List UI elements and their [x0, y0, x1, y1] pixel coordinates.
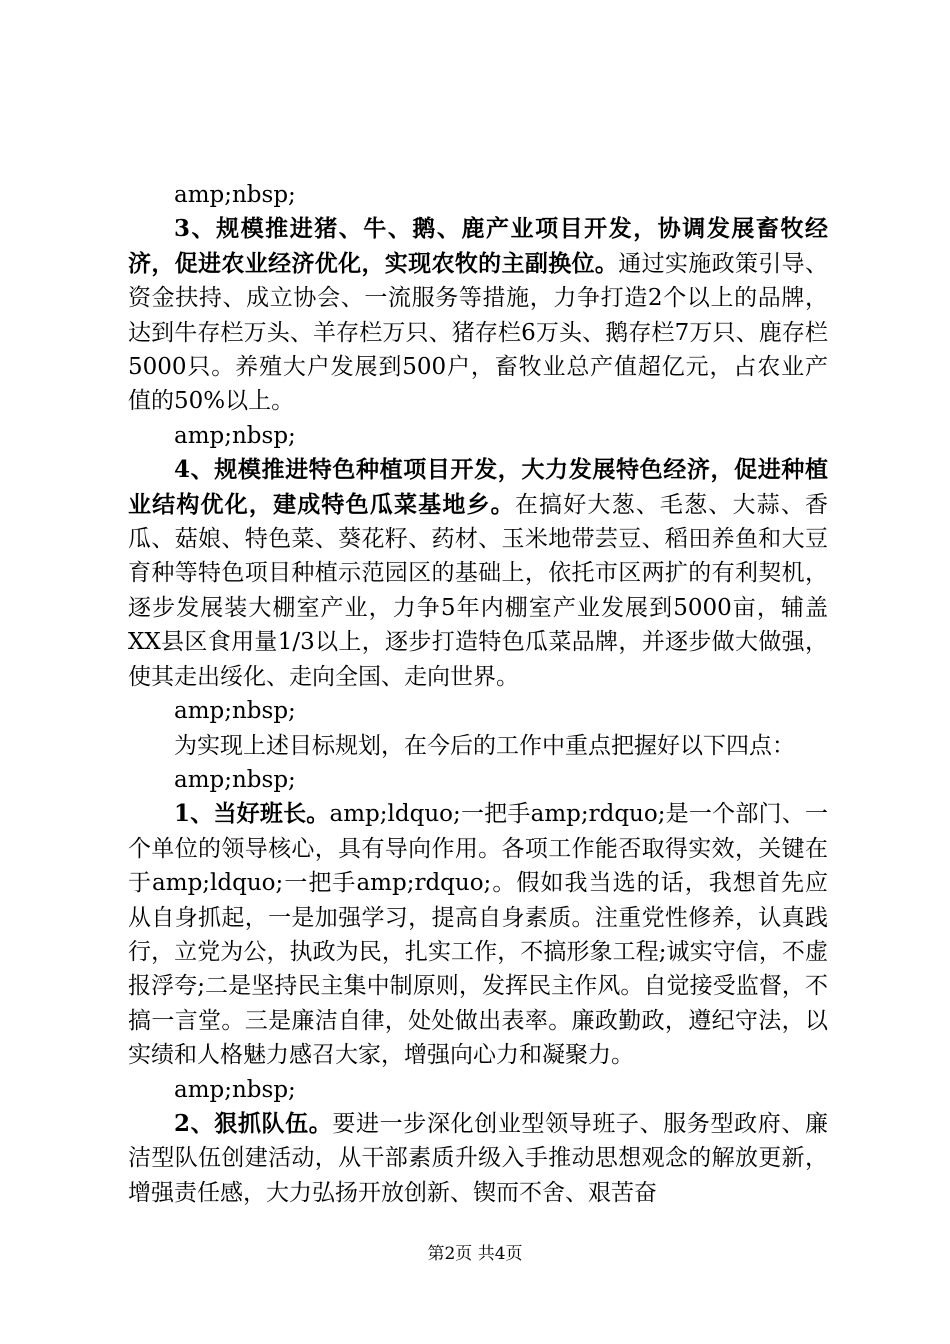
- item-heading: 1、当好班长。: [174, 800, 330, 828]
- page-number-label: 第2页 共4页: [427, 1244, 523, 1264]
- nbsp-line: amp;nbsp;: [174, 766, 296, 793]
- nbsp-line: amp;nbsp;: [174, 1076, 296, 1103]
- page-footer: [0, 1244, 950, 1264]
- nbsp-line: amp;nbsp;: [174, 182, 296, 208]
- paragraph-item-4: [128, 453, 828, 694]
- item-body: 在搞好大葱、毛葱、大蒜、香瓜、菇娘、特色菜、葵花籽、药材、玉米地带芸豆、稻田养鱼和大豆育种等特色项目种植示范园区的基础上，依托市区两扩的有利契机，逐步发展装大棚室产业，力争5年内棚室产业发展到5000亩，辅盖XX县区食用量1/3以上，逐步打造特色瓜菜品牌，并逐步做大做强，使其走出绥化、走向全国、走向世界。: [128, 491, 829, 690]
- paragraph-point-1: [128, 797, 828, 1072]
- item-heading: 4、规模推进特色种植项目开发，大力发展特色经济，促进种植业结构优化，建成特色瓜菜基地乡。: [128, 456, 828, 518]
- nbsp-line: amp;nbsp;: [174, 698, 296, 725]
- item-heading: 3、规模推进猪、牛、鹅、鹿产业项目开发，协调发展畜牧经济，促进农业经济优化，实现农牧的主副换位。: [128, 215, 828, 277]
- item-body: amp;ldquo;一把手amp;rdquo;是一个部门、一个单位的领导核心，具有导向作用。各项工作能否取得实效，关键在于amp;ldquo;一把手amp;rdquo;。假如我当选的话，我想首先应从自身抓起，一是加强学习，提高自身素质。注重党性修养，认真践行，立党为公，执政为民，扎实工作，不搞形象工程;诚实守信，不虚报浮夸;二是坚持民主集中制原则，发挥民主作风。自觉接受监督，不搞一言堂。三是廉洁自律，处处做出表率。廉政勤政，遵纪守法，以实绩和人格魅力感召大家，增强向心力和凝聚力。: [128, 801, 828, 1069]
- item-heading: 2、狠抓队伍。: [174, 1109, 333, 1137]
- paragraph-point-2: [128, 1107, 828, 1210]
- paragraph-item-3: [128, 212, 828, 418]
- item-body: 要进一步深化创业型领导班子、服务型政府、廉洁型队伍创建活动，从干部素质升级入手推动思想观念的解放更新，增强责任感，大力弘扬开放创新、锲而不舍、艰苦奋: [128, 1110, 829, 1206]
- nbsp-line: amp;nbsp;: [174, 422, 296, 449]
- item-body: 通过实施政策引导、资金扶持、成立协会、一流服务等措施，力争打造2个以上的品牌，达到牛存栏万头、羊存栏万只、猪存栏6万头、鹅存栏7万只、鹿存栏5000只。养殖大户发展到500户，畜牧业总产值超亿元，占农业产值的50%以上。: [128, 250, 829, 415]
- document-body: [128, 178, 828, 1210]
- paragraph-intro: 为实现上述目标规划，在今后的工作中重点把握好以下四点：: [174, 732, 795, 759]
